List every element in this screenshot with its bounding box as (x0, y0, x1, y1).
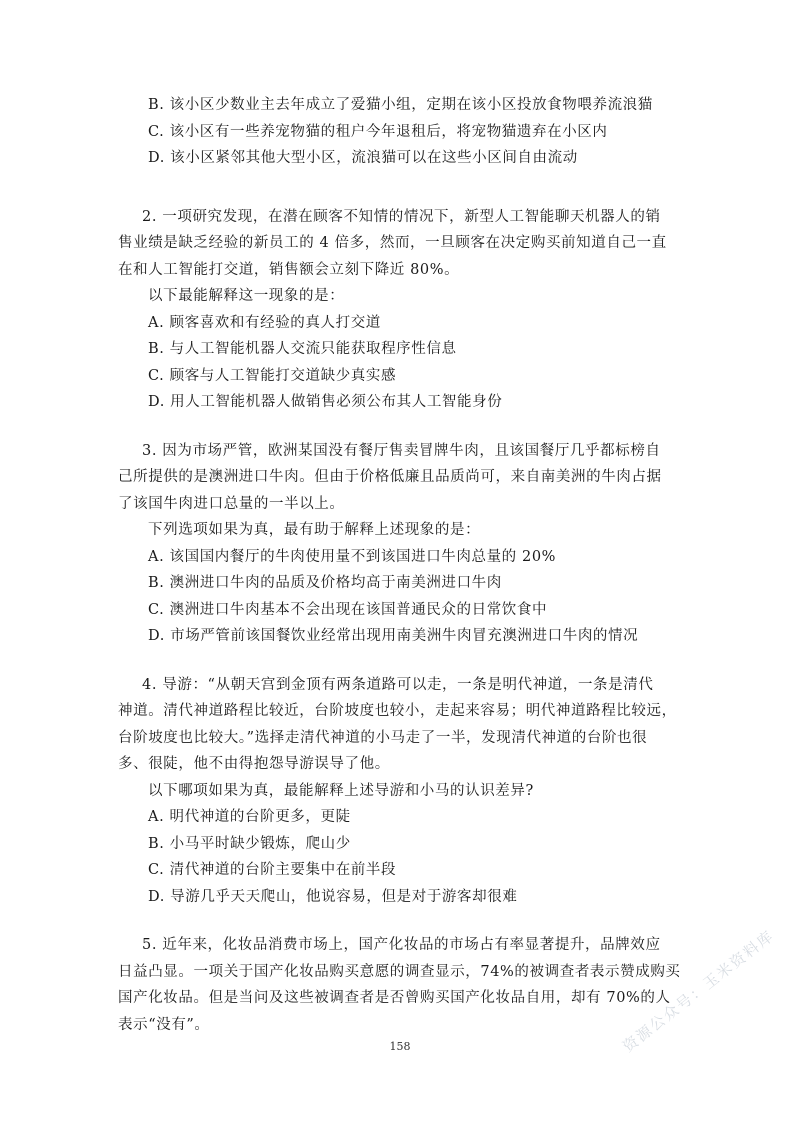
q5-stem-line-1: 5. 近年来，化妆品消费市场上，国产化妆品的市场占有率显著提升，品牌效应 (142, 937, 661, 953)
q1-option-c: C. 该小区有一些养宠物猫的租户今年退租后，将宠物猫遗弃在小区内 (148, 123, 608, 140)
q3-option-b: B. 澳洲进口牛肉的品质及价格均高于南美洲进口牛肉 (148, 575, 502, 591)
q2-option-b: B. 与人工智能机器人交流只能获取程序性信息 (148, 341, 457, 357)
q2-stem-line-2: 售业绩是缺乏经验的新员工的 4 倍多，然而，一旦顾客在决定购买前知道自己一直 (118, 235, 667, 251)
q4-stem-line-4: 多、很陡，他不由得抱怨导游误导了他。 (118, 756, 390, 772)
watermark-text: 资源公众号：玉米资料库 (619, 926, 778, 1056)
q2-stem-line-1: 2. 一项研究发现，在潜在顾客不知情的情况下，新型人工智能聊天机器人的销 (142, 208, 661, 225)
q2-stem-line-3: 在和人工智能打交道，销售额会立刻下降近 80%。 (118, 261, 460, 278)
q2-prompt: 以下最能解释这一现象的是： (148, 288, 345, 304)
q4-option-b: B. 小马平时缺少锻炼，爬山少 (148, 835, 351, 852)
question-1-options (148, 92, 668, 172)
q3-stem-line-3: 了该国牛肉进口总量的一半以上。 (118, 495, 345, 512)
q4-option-a: A. 明代神道的台阶更多，更陡 (148, 809, 351, 825)
q1-option-d: D. 该小区紧邻其他大型小区，流浪猫可以在这些小区间自由流动 (148, 150, 578, 166)
question-3 (118, 438, 668, 650)
q2-option-d: D. 用人工智能机器人做销售必须公布其人工智能身份 (148, 394, 503, 410)
q3-prompt: 下列选项如果为真，最有助于解释上述现象的是： (148, 522, 481, 538)
q4-option-c: C. 清代神道的台阶主要集中在前半段 (148, 862, 397, 878)
q5-stem-line-2: 日益凸显。一项关于国产化妆品购买意愿的调查显示，74%的被调查者表示赞成购买 (118, 963, 681, 980)
q4-stem-line-2: 神道。清代神道路程比较近，台阶坡度也较小，走起来容易；明代神道路程比较远， (118, 703, 677, 719)
q3-stem-line-1: 3. 因为市场严管，欧洲某国没有餐厅售卖冒牌牛肉，且该国餐厅几乎都标榜自 (142, 442, 661, 459)
document-body (118, 92, 681, 1038)
q3-option-d: D. 市场严管前该国餐饮业经常出现用南美洲牛肉冒充澳洲进口牛肉的情况 (148, 628, 639, 644)
q5-stem-line-4: 表示“没有”。 (118, 1016, 210, 1033)
question-5 (118, 932, 681, 1038)
q2-option-a: A. 顾客喜欢和有经验的真人打交道 (148, 314, 381, 331)
q3-stem-line-2: 己所提供的是澳洲进口牛肉。但由于价格低廉且品质尚可，来自南美洲的牛肉占据 (118, 469, 662, 485)
page-number: 158 (389, 1040, 411, 1053)
q3-option-a: A. 该国国内餐厅的牛肉使用量不到该国进口牛肉总量的 20% (148, 548, 557, 565)
q3-option-c: C. 澳洲进口牛肉基本不会出现在该国普通民众的日常饮食中 (148, 601, 548, 618)
q1-option-b: B. 该小区少数业主去年成立了爱猫小组，定期在该小区投放食物喂养流浪猫 (148, 97, 653, 113)
q2-option-c: C. 顾客与人工智能打交道缺少真实感 (148, 367, 397, 384)
q4-stem-line-1: 4. 导游：“从朝天宫到金顶有两条道路可以走，一条是明代神道，一条是清代 (142, 676, 654, 693)
q4-option-d: D. 导游几乎天天爬山，他说容易，但是对于游客却很难 (148, 888, 518, 905)
q5-stem-line-3: 国产化妆品。但是当问及这些被调查者是否曾购买国产化妆品自用，却有 70%的人 (118, 990, 671, 1006)
q4-stem-line-3: 台阶坡度也比较大。”选择走清代神道的小马走了一半，发现清代神道的台阶也很 (118, 729, 648, 746)
question-4 (118, 672, 677, 911)
question-2 (118, 204, 668, 416)
q4-prompt: 以下哪项如果为真，最能解释上述导游和小马的认识差异? (148, 782, 534, 799)
